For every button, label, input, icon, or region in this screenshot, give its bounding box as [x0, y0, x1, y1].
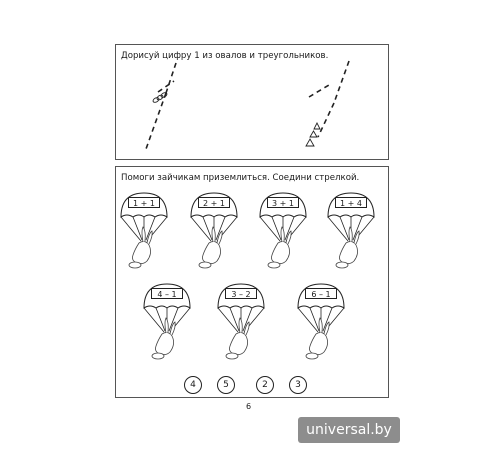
trace-digit-right[interactable] — [306, 61, 349, 146]
parachute-bunny[interactable] — [189, 191, 239, 275]
triangle-shapes-icon — [306, 123, 320, 146]
parachute-bunny[interactable] — [119, 191, 169, 275]
watermark: universal.by — [298, 417, 400, 443]
task-2-panel — [115, 166, 389, 398]
answer-circle[interactable]: 2 — [256, 376, 274, 394]
parachute-bunny[interactable] — [296, 282, 346, 366]
expression-box: 2 + 1 — [198, 197, 230, 208]
page-number: 6 — [246, 402, 252, 411]
parachute-bunny[interactable] — [216, 282, 266, 366]
answer-circle[interactable]: 3 — [289, 376, 307, 394]
expression-box: 6 – 1 — [305, 288, 337, 299]
expression-box: 3 + 1 — [267, 197, 299, 208]
parachute-bunny[interactable] — [326, 191, 376, 275]
task-1-instruction: Дорисуй цифру 1 из овалов и треугольников. — [121, 51, 329, 61]
expression-box: 4 – 1 — [151, 288, 183, 299]
expression-box: 3 – 2 — [225, 288, 257, 299]
expression-box: 1 + 4 — [335, 197, 367, 208]
parachute-bunny[interactable] — [258, 191, 308, 275]
trace-digit-area[interactable] — [116, 45, 390, 161]
parachute-bunny[interactable] — [142, 282, 192, 366]
expression-box: 1 + 1 — [128, 197, 160, 208]
trace-digit-left[interactable] — [146, 63, 176, 149]
answer-circle[interactable]: 4 — [184, 376, 202, 394]
answer-circle[interactable]: 5 — [217, 376, 235, 394]
task-2-instruction: Помоги зайчикам приземлиться. Соедини стрелкой. — [121, 173, 360, 183]
task-1-panel — [115, 44, 389, 160]
